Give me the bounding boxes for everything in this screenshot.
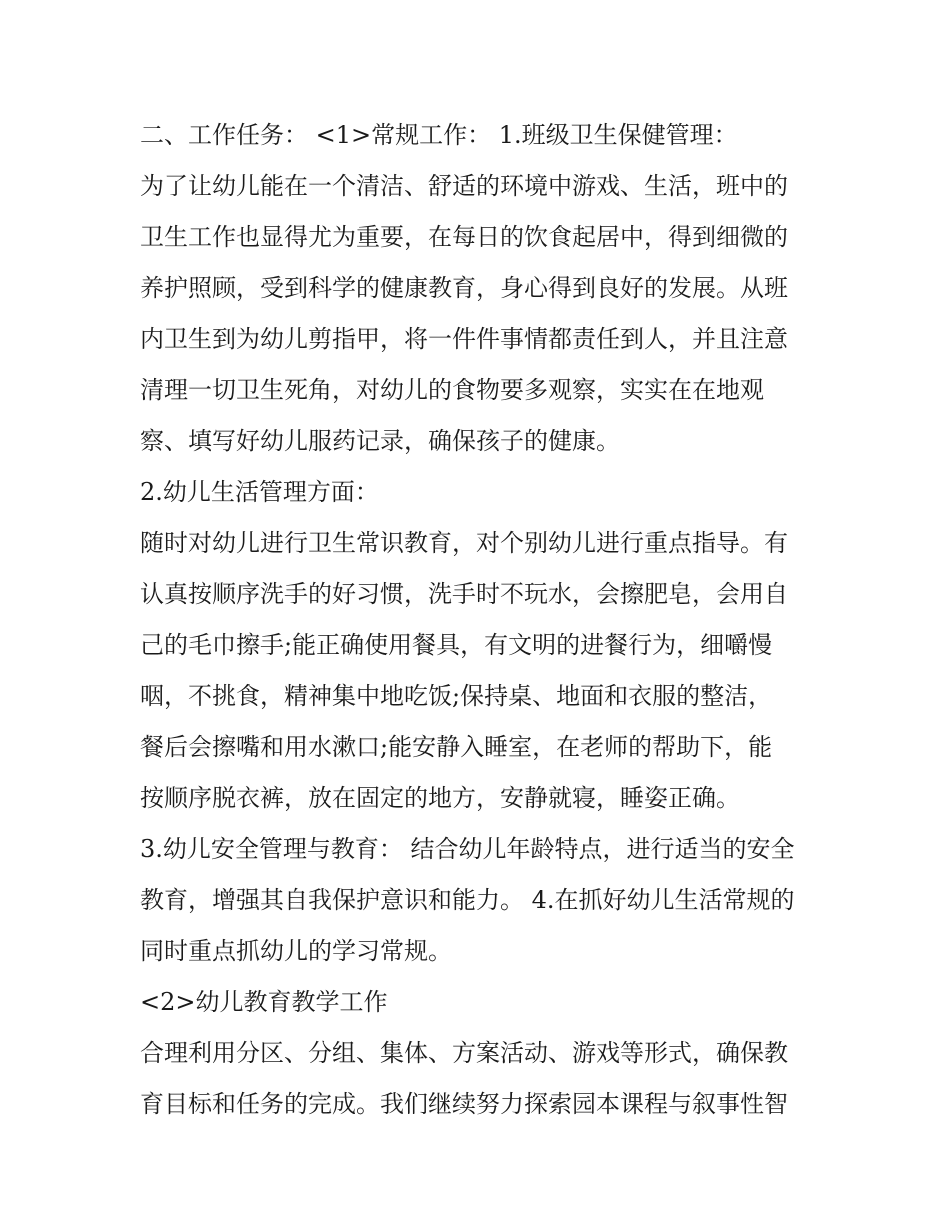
text-line: 随时对幼儿进行卫生常识教育，对个别幼儿进行重点指导。有 bbox=[140, 529, 788, 557]
text-line: 认真按顺序洗手的好习惯，洗手时不玩水，会擦肥皂，会用自 bbox=[140, 580, 788, 608]
text-line: 育目标和任务的完成。我们继续努力探索园本课程与叙事性智 bbox=[140, 1090, 788, 1118]
text-line: 察、填写好幼儿服药记录，确保孩子的健康。 bbox=[140, 427, 620, 455]
text-line: 卫生工作也显得尤为重要，在每日的饮食起居中，得到细微的 bbox=[140, 223, 788, 251]
text-line: 合理利用分区、分组、集体、方案活动、游戏等形式，确保教 bbox=[140, 1039, 788, 1067]
text-line: 餐后会擦嘴和用水漱口;能安静入睡室，在老师的帮助下，能 bbox=[140, 733, 773, 761]
text-line: 按顺序脱衣裤，放在固定的地方，安静就寝，睡姿正确。 bbox=[140, 784, 740, 812]
text-line: 3.幼儿安全管理与教育： 结合幼儿年龄特点，进行适当的安全 bbox=[140, 835, 795, 863]
text-line: 为了让幼儿能在一个清洁、舒适的环境中游戏、生活，班中的 bbox=[140, 172, 788, 200]
text-line: 咽，不挑食，精神集中地吃饭;保持桌、地面和衣服的整洁， bbox=[140, 682, 773, 710]
text-line: 养护照顾，受到科学的健康教育，身心得到良好的发展。从班 bbox=[140, 274, 788, 302]
text-line: 二、工作任务： <1>常规工作： 1.班级卫生保健管理： bbox=[140, 121, 738, 149]
text-line: 清理一切卫生死角，对幼儿的食物要多观察，实实在在地观 bbox=[140, 376, 764, 404]
text-line: 内卫生到为幼儿剪指甲，将一件件事情都责任到人，并且注意 bbox=[140, 325, 788, 353]
text-line: 己的毛巾擦手;能正确使用餐具，有文明的进餐行为，细嚼慢 bbox=[140, 631, 773, 659]
text-line: 2.幼儿生活管理方面： bbox=[140, 478, 379, 506]
text-line: 教育，增强其自我保护意识和能力。 4.在抓好幼儿生活常规的 bbox=[140, 886, 795, 914]
text-line: 同时重点抓幼儿的学习常规。 bbox=[140, 937, 452, 965]
text-line: <2>幼儿教育教学工作 bbox=[140, 988, 388, 1016]
document-body bbox=[140, 110, 820, 1130]
